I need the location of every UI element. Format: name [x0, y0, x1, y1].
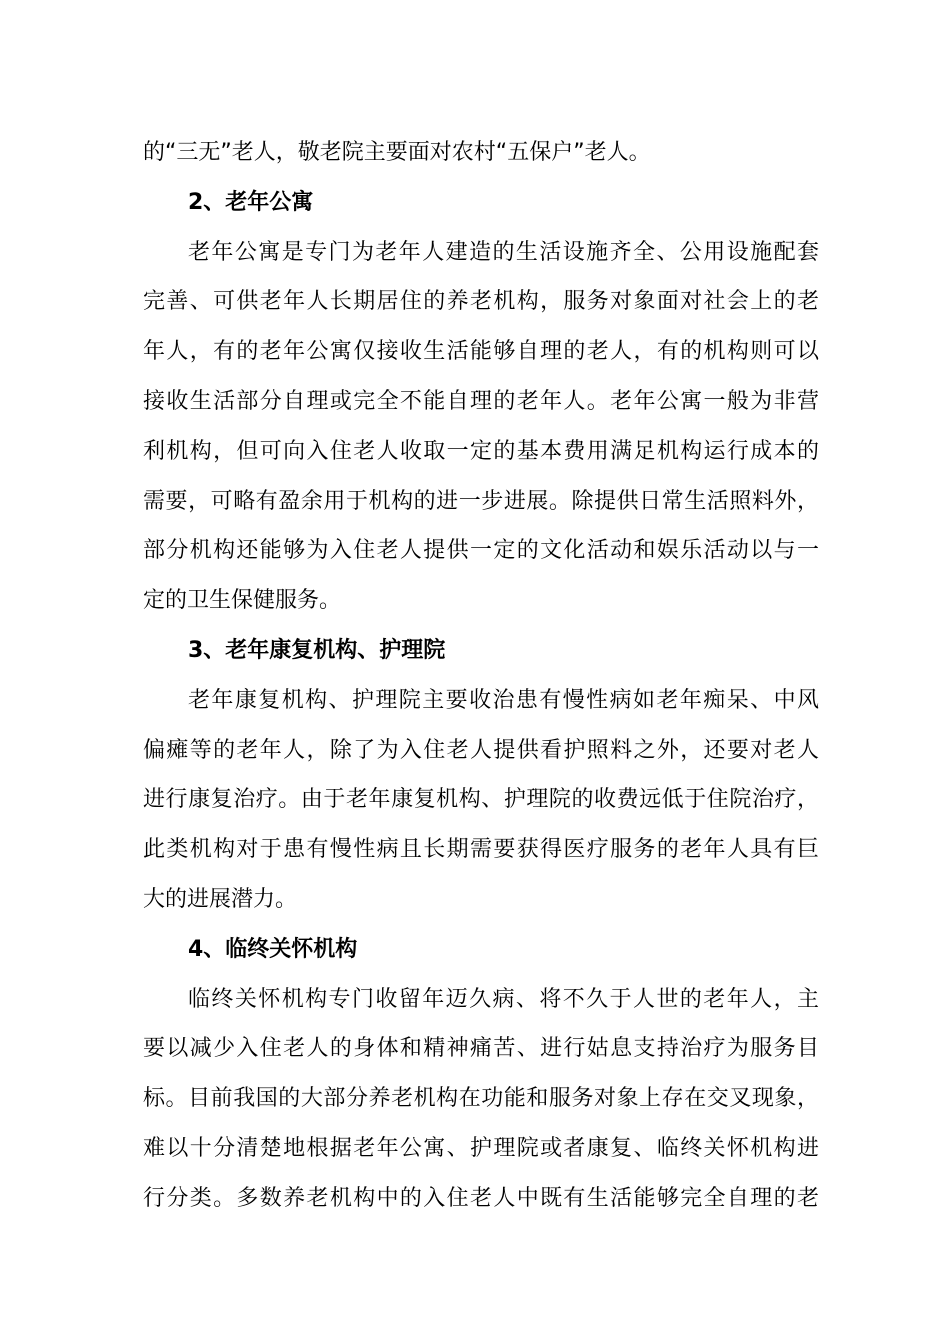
paragraph-line: 年人，有的老年公寓仅接收生活能够自理的老人，有的机构则可以: [143, 339, 819, 365]
paragraph-line: 难以十分清楚地根据老年公寓、护理院或者康复、临终关怀机构进: [143, 1135, 819, 1161]
paragraph-line: 标。目前我国的大部分养老机构在功能和服务对象上存在交叉现象，: [143, 1086, 819, 1112]
paragraph-line: 大的进展潜力。: [143, 886, 298, 912]
paragraph-line: 行分类。多数养老机构中的入住老人中既有生活能够完全自理的老: [143, 1185, 819, 1211]
section-heading: 3、老年康复机构、护理院: [188, 637, 446, 663]
section-heading: 2、老年公寓: [188, 189, 314, 215]
paragraph-line: 老年公寓是专门为老年人建造的生活设施齐全、公用设施配套: [188, 239, 819, 265]
paragraph-line: 完善、可供老年人长期居住的养老机构，服务对象面对社会上的老: [143, 289, 819, 315]
paragraph-line: 接收生活部分自理或完全不能自理的老年人。老年公寓一般为非营: [143, 388, 819, 414]
paragraph-line: 定的卫生保健服务。: [143, 588, 342, 614]
paragraph-line: 老年康复机构、护理院主要收治患有慢性病如老年痴呆、中风: [188, 687, 819, 713]
paragraph-line: 此类机构对于患有慢性病且长期需要获得医疗服务的老年人具有巨: [143, 837, 819, 863]
document-page: [143, 128, 819, 1224]
section-heading: 4、临终关怀机构: [188, 936, 358, 962]
paragraph-line: 进行康复治疗。由于老年康复机构、护理院的收费远低于住院治疗，: [143, 787, 819, 813]
paragraph-line: 的“三无”老人，敬老院主要面对农村“五保户”老人。: [143, 140, 651, 165]
paragraph-line: 需要，可略有盈余用于机构的进一步进展。除提供日常生活照料外，: [143, 488, 819, 514]
paragraph-line: 临终关怀机构专门收留年迈久病、将不久于人世的老年人，主: [188, 986, 819, 1012]
paragraph-line: 利机构，但可向入住老人收取一定的基本费用满足机构运行成本的: [143, 438, 819, 464]
paragraph-line: 偏瘫等的老年人，除了为入住老人提供看护照料之外，还要对老人: [143, 737, 819, 763]
paragraph-line: 部分机构还能够为入住老人提供一定的文化活动和娱乐活动以与一: [143, 538, 819, 564]
paragraph-line: 要以减少入住老人的身体和精神痛苦、进行姑息支持治疗为服务目: [143, 1036, 819, 1062]
